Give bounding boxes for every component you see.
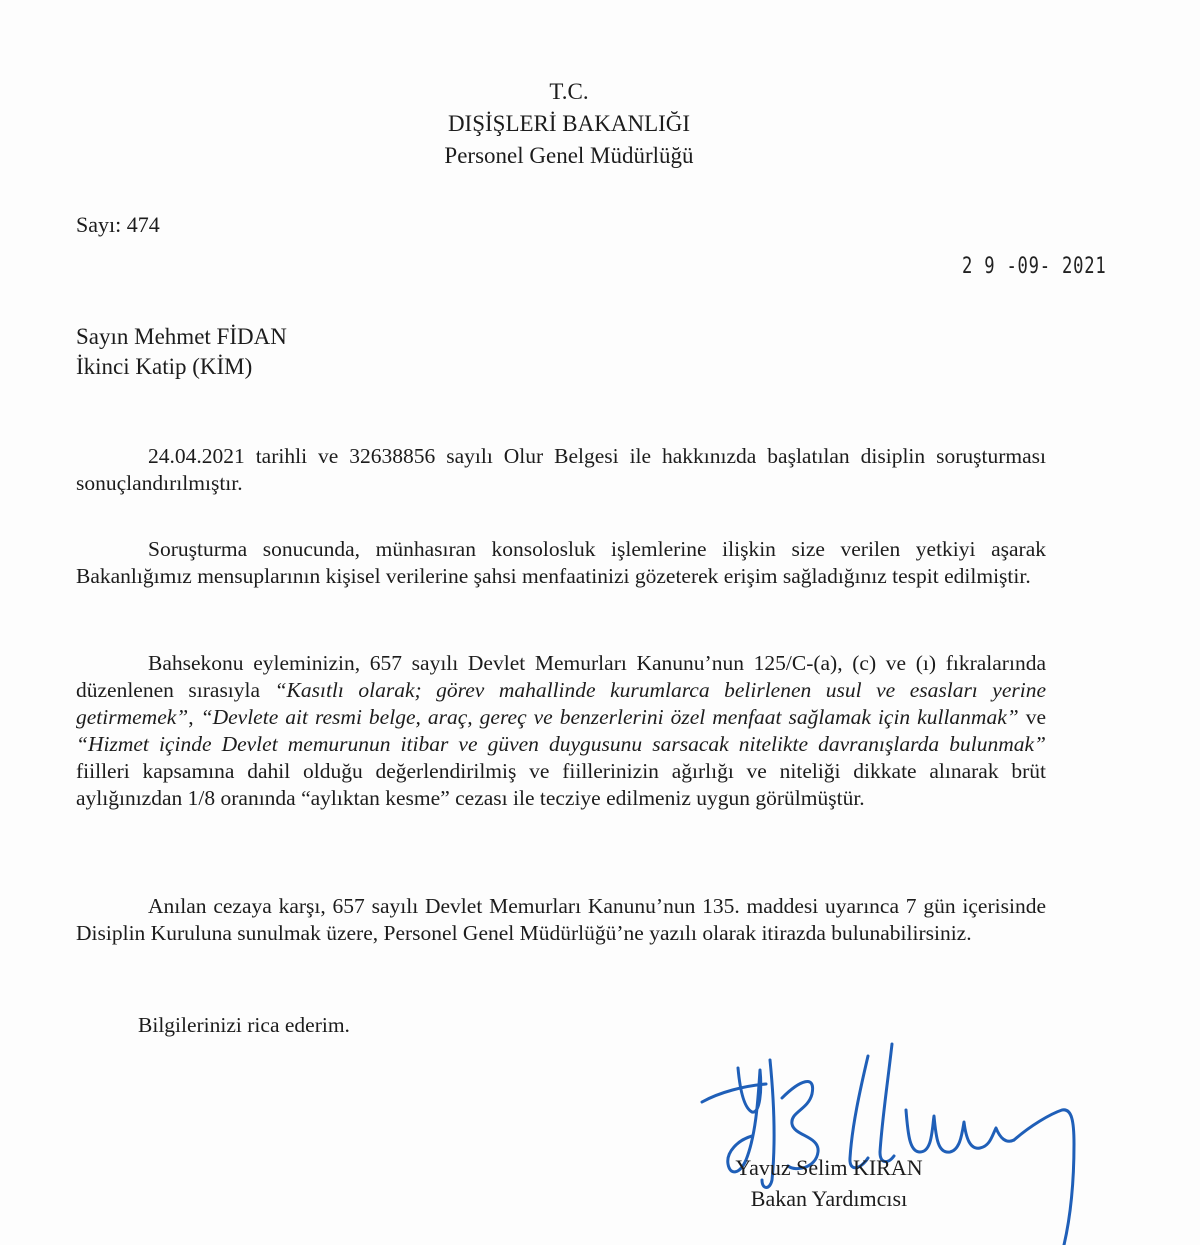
- paragraph-investigation: [76, 443, 1046, 497]
- quoted-clause: “Hizmet içinde Devlet memurunun itibar ve güven duygusunu sarsacak nitelikte davranışlarda bulunmak”: [76, 732, 1046, 756]
- paragraph-appeal: [76, 893, 1046, 947]
- paragraph-text: Soruşturma sonucunda, münhasıran konsolosluk işlemlerine ilişkin size verilen yetkiyi aşarak Bakanlığımız mensuplarının kişisel verilerine şahsi menfaatinizi gözeterek erişim sağladığınız tespit edilmiştir.: [76, 537, 1046, 588]
- addressee-block: [76, 322, 287, 382]
- paragraph-text: 24.04.2021 tarihli ve 32638856 sayılı Olur Belgesi ile hakkınızda başlatılan disiplin soruşturması sonuçlandırılmıştır.: [76, 444, 1046, 495]
- text-segment: ,: [188, 705, 201, 729]
- letterhead: [0, 76, 1200, 172]
- text-segment: ve: [1018, 705, 1047, 729]
- addressee-title: İkinci Katip (KİM): [76, 354, 253, 379]
- letterhead-department: Personel Genel Müdürlüğü: [444, 143, 694, 168]
- signer-title: Bakan Yardımcısı: [750, 1186, 908, 1211]
- signer-name: Yavuz Selim KIRAN: [735, 1155, 923, 1180]
- signer-block: [714, 1152, 944, 1214]
- addressee-name: Sayın Mehmet FİDAN: [76, 324, 287, 349]
- letterhead-country: T.C.: [549, 79, 589, 104]
- text-segment: fiilleri kapsamına dahil olduğu değerlendirilmiş ve fiillerinizin ağırlığı ve niteliği dikkate alınarak brüt aylığınızdan 1/8 oranında “aylıktan kesme” cezası ile tecziye edilmeniz uygun görülmüştür.: [76, 759, 1046, 810]
- paragraph-closing: [76, 1012, 1046, 1039]
- reference-number: Sayı: 474: [76, 212, 160, 237]
- quoted-clause: “Kasıtlı olarak; görev mahallinde kurumlarca belirlenen usul ve esasları yerine getirmemek”: [76, 678, 1047, 729]
- paragraph-text: Bilgilerinizi rica ederim.: [138, 1013, 350, 1037]
- paragraph-penalty: [76, 650, 1046, 812]
- quoted-clause: “Devlete ait resmi belge, araç, gereç ve benzerlerini özel menfaat sağlamak için kullanmak”: [200, 705, 1019, 729]
- text-segment: Bahsekonu eyleminizin, 657 sayılı Devlet Memurları Kanunu’nun 125/C-(a), (c) ve (ı) fıkralarında düzenlenen sırasıyla: [76, 651, 1046, 702]
- paragraph-finding: [76, 536, 1046, 590]
- letterhead-ministry: DIŞİŞLERİ BAKANLIĞI: [447, 111, 691, 136]
- paragraph-text: [76, 650, 1046, 812]
- date-stamp: 2 9 -09- 2021: [962, 254, 1107, 279]
- signature: [700, 1040, 1120, 1245]
- paragraph-text: Anılan cezaya karşı, 657 sayılı Devlet Memurları Kanunu’nun 135. maddesi uyarınca 7 gün içerisinde Disiplin Kuruluna sunulmak üzere, Personel Genel Müdürlüğü’ne yazılı olarak itirazda bulunabilirsiniz.: [76, 894, 1046, 945]
- handwritten-signature-icon: [700, 1040, 1120, 1245]
